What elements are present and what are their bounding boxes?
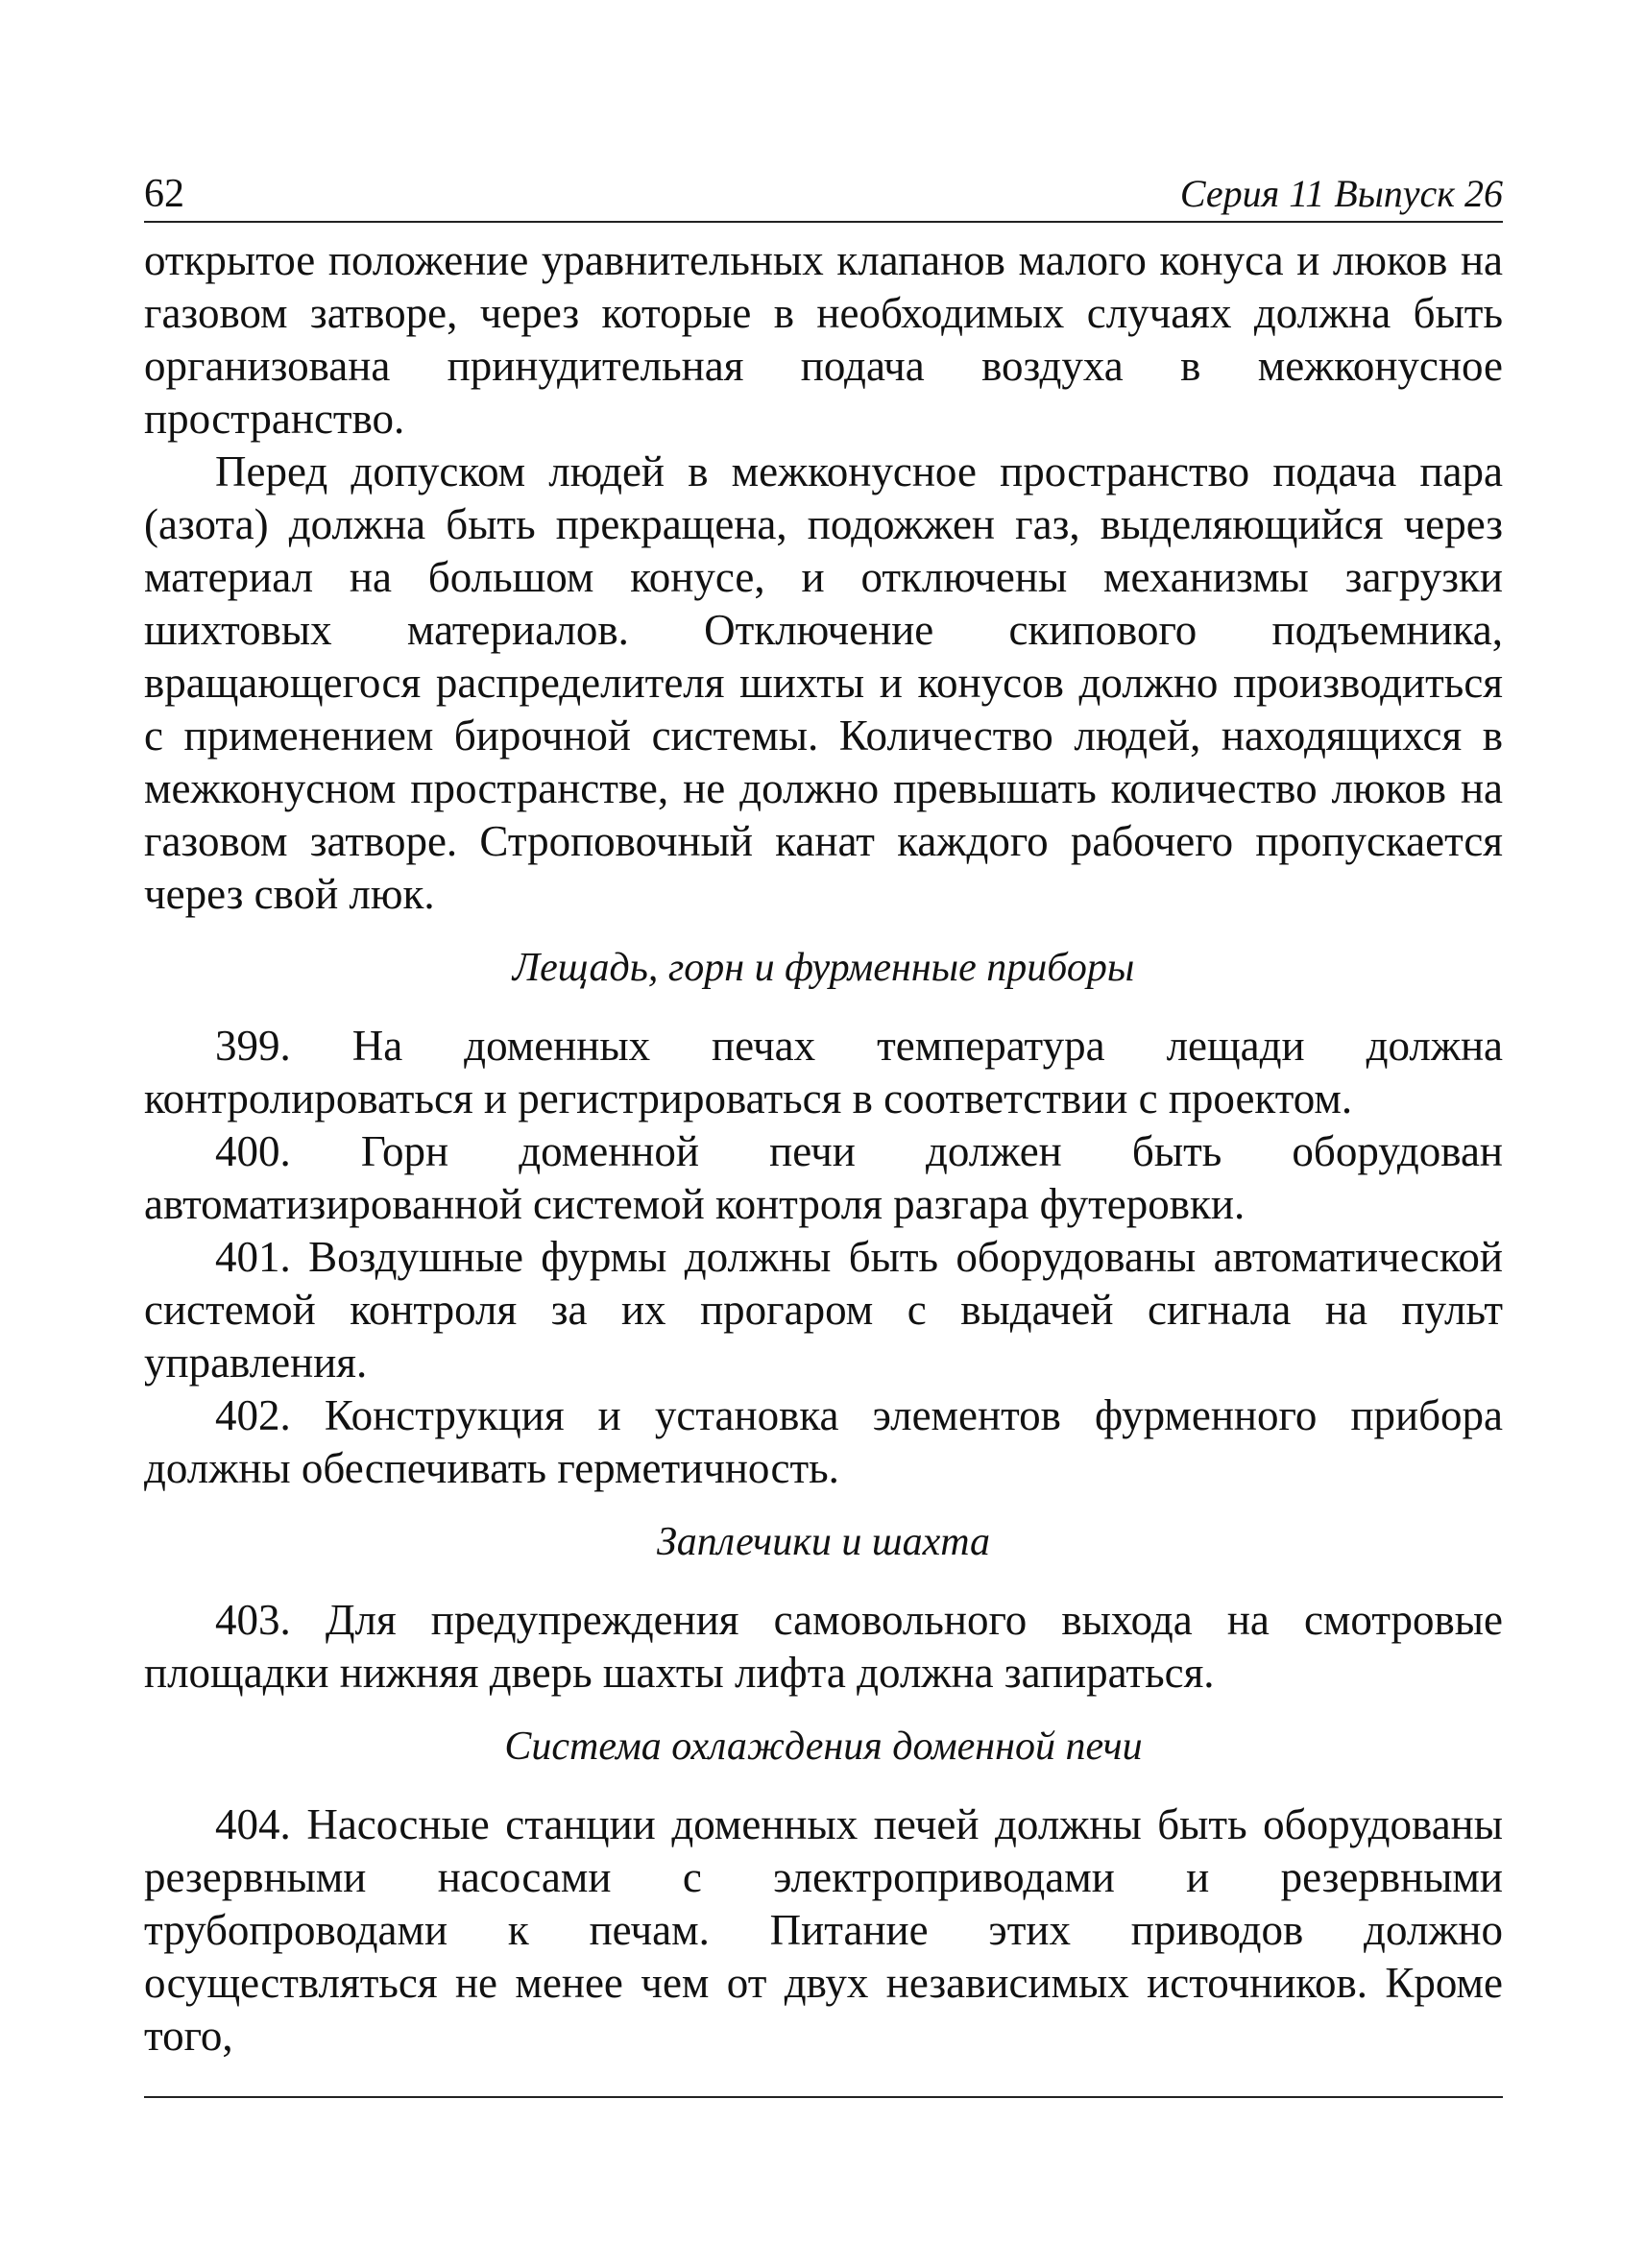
paragraph-402: 402. Конструкция и установка элементов фурменного прибора должны обеспечивать герметичность. xyxy=(144,1391,1503,1492)
paragraph-403: 403. Для предупреждения самовольного выхода на смотровые площадки нижняя дверь шахты лифта должна запираться. xyxy=(144,1596,1503,1697)
running-header xyxy=(144,163,1503,223)
paragraph-continued: открытое положение уравнительных клапанов малого конуса и люков на газовом затворе, через которые в необходимых случаях должна быть организована принудительная подача воздуха в межконусное пространство. xyxy=(144,236,1503,443)
section-heading-hearth: Лещадь, горн и фурменные приборы xyxy=(512,946,1135,990)
paragraph-401: 401. Воздушные фурмы должны быть оборудованы автоматической системой контроля за их прогаром с выдачей сигнала на пульт управления. xyxy=(144,1233,1503,1387)
section-heading-shaft: Заплечики и шахта xyxy=(656,1520,991,1564)
page-number: 62 xyxy=(144,172,184,216)
section-heading-cooling: Система охлаждения доменной печи xyxy=(504,1725,1143,1769)
paragraph-399: 399. На доменных печах температура лещади должна контролироваться и регистрироваться в соответствии с проектом. xyxy=(144,1022,1503,1122)
body-text xyxy=(144,234,1503,2063)
paragraph-400: 400. Горн доменной печи должен быть оборудован автоматизированной системой контроля разгара футеровки. xyxy=(144,1127,1503,1228)
series-title: Серия 11 Выпуск 26 xyxy=(1179,172,1503,215)
document-page xyxy=(144,163,1503,2063)
footer-rule xyxy=(144,2096,1503,2098)
paragraph-404: 404. Насосные станции доменных печей должны быть оборудованы резервными насосами с электроприводами и резервными трубопроводами к печам. Питание этих приводов должно осуществляться не менее чем от двух независимых источников. Кроме того, xyxy=(144,1800,1503,2060)
paragraph: Перед допуском людей в межконусное пространство подача пара (азота) должна быть прекращена, подожжен газ, выделяющийся через материал на большом конусе, и отключены механизмы загрузки шихтовых материалов. Отключение скипового подъемника, вращающегося распределителя шихты и конусов должно производиться с применением бирочной системы. Количество людей, находящихся в межконусном пространстве, не должно превышать количество люков на газовом затворе. Строповочный канат каждого рабочего пропускается через свой люк. xyxy=(144,447,1503,918)
